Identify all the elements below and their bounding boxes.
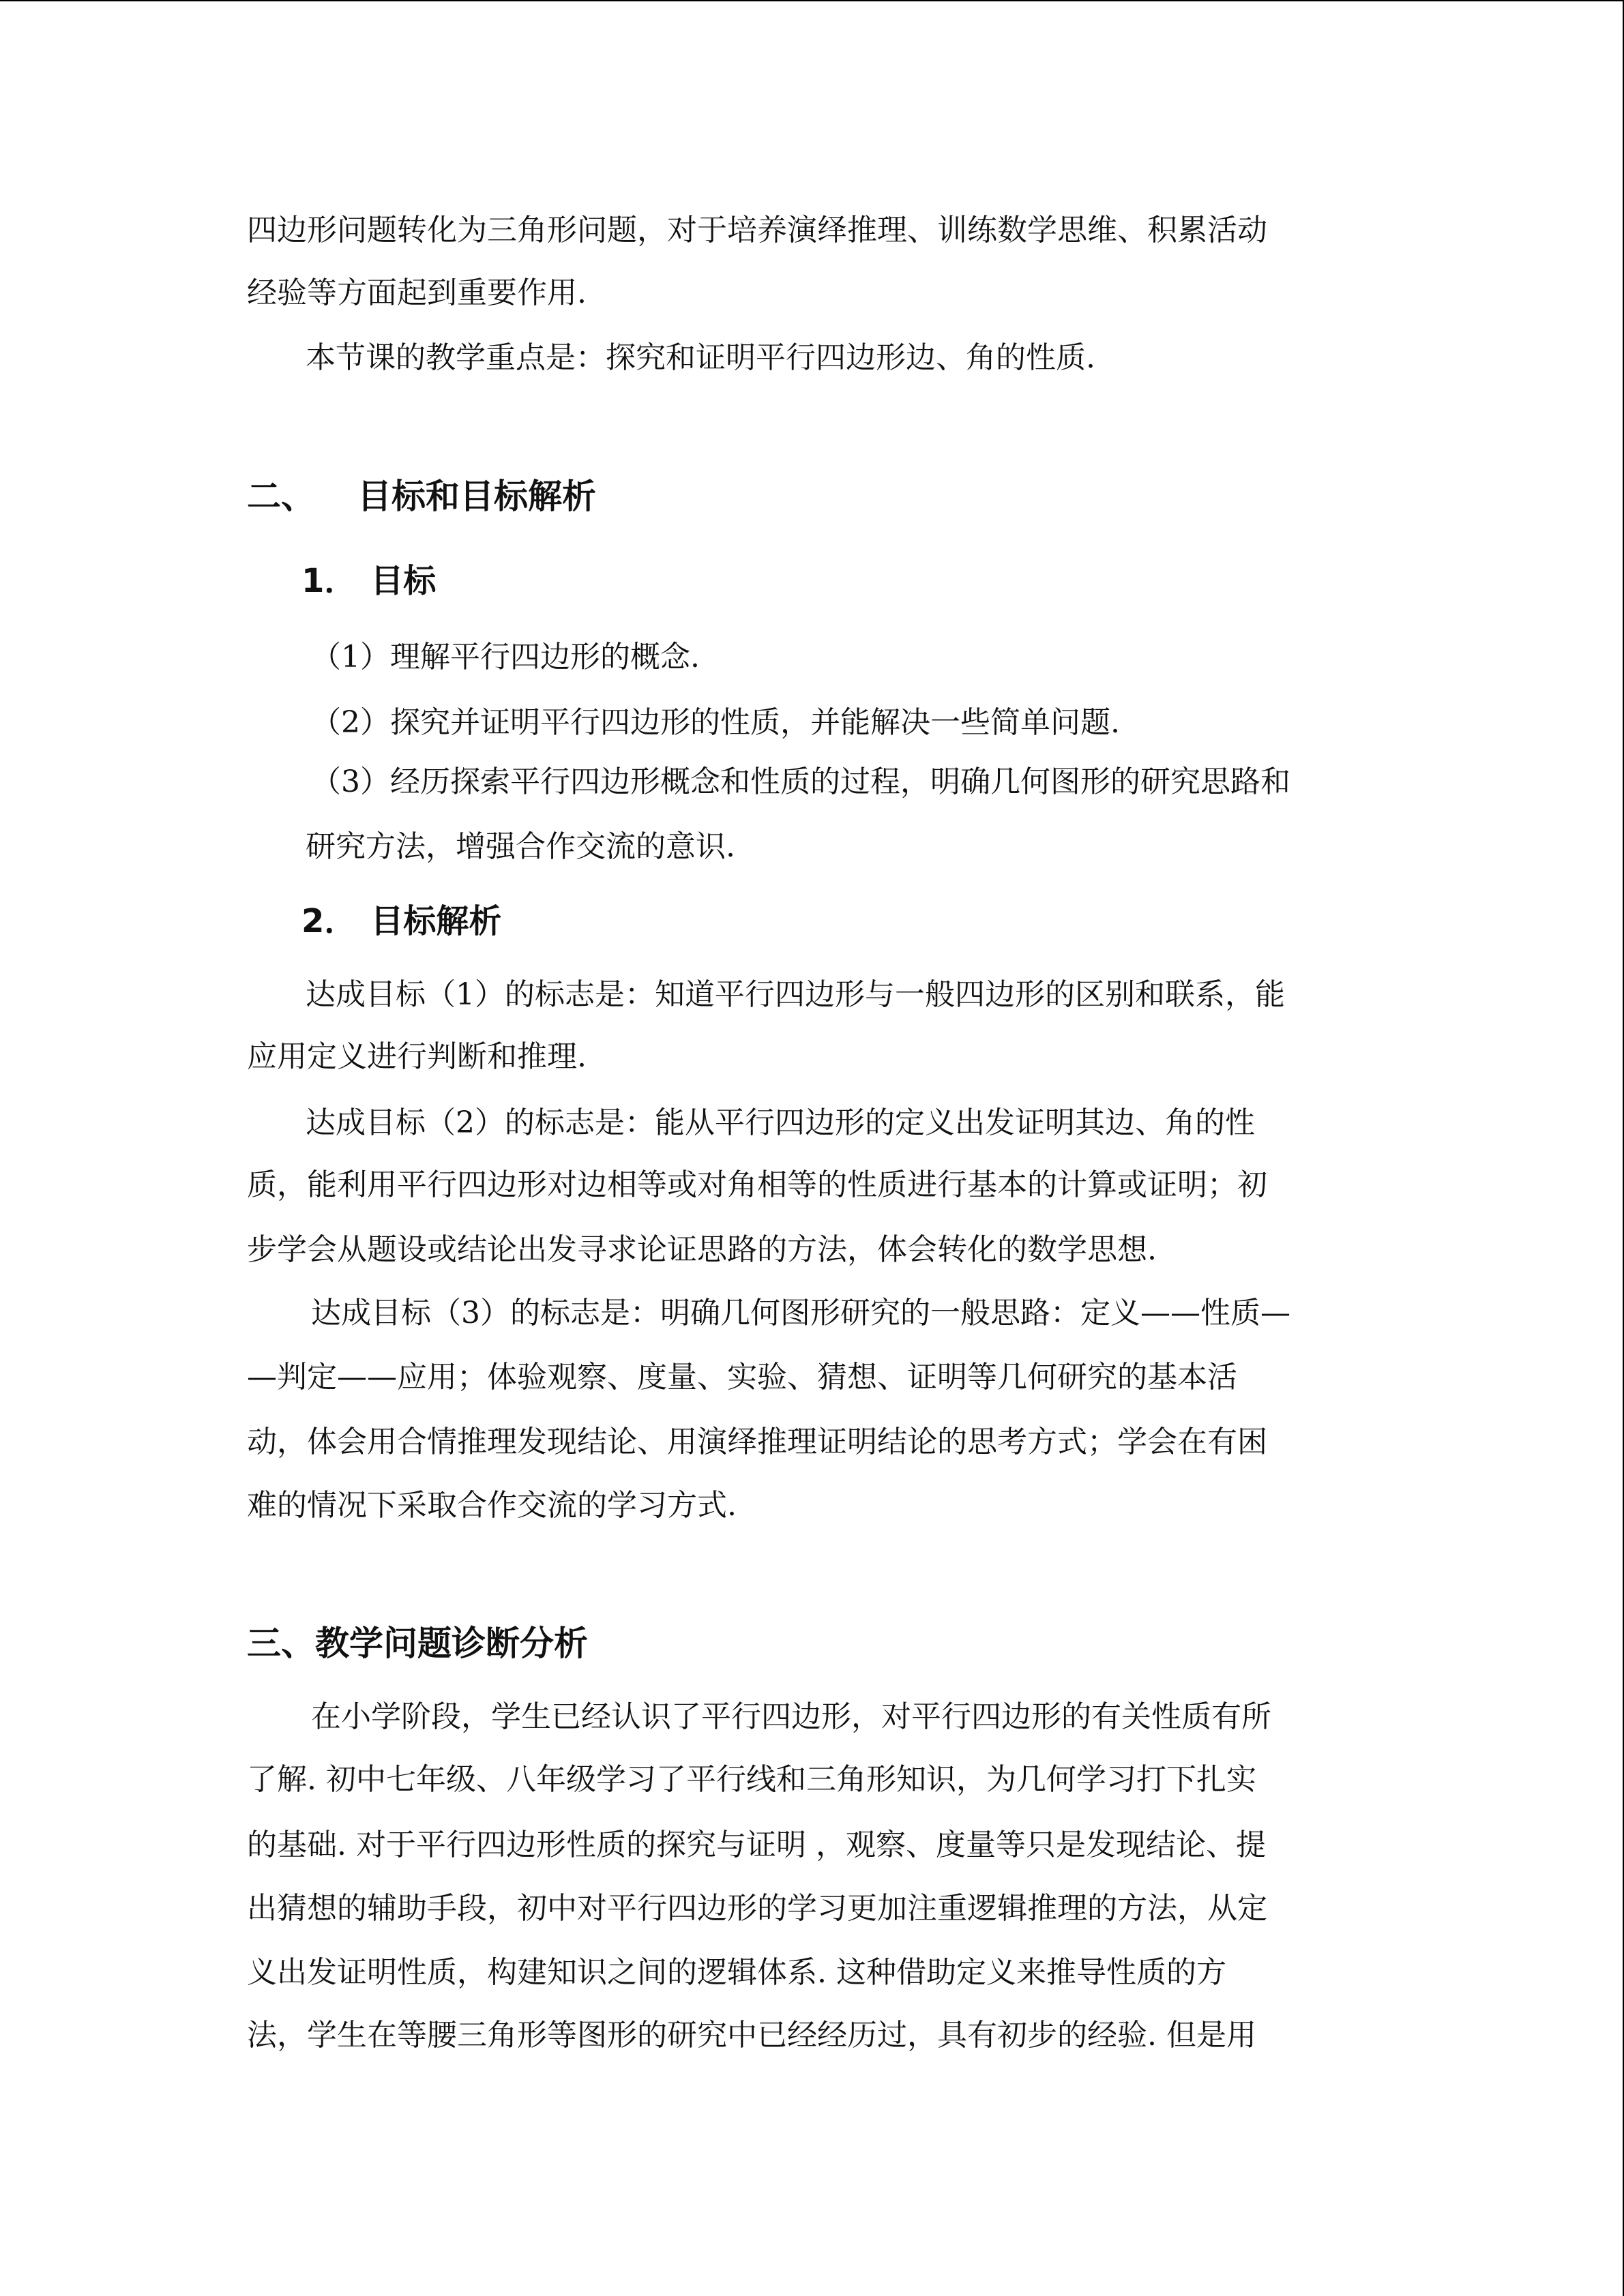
diagnosis-line: 的基础. 对于平行四边形性质的探究与证明 ，观察、度量等只是发现结论、提 [247, 1828, 1266, 1862]
goal-analysis-line: 动，体会用合情推理发现结论、用演绎推理证明结论的思考方式；学会在有困 [247, 1425, 1267, 1459]
diagnosis-line: 义出发证明性质，构建知识之间的逻辑体系. 这种借助定义来推导性质的方 [247, 1955, 1226, 1990]
teaching-focus-paragraph: 本节课的教学重点是：探究和证明平行四边形边、角的性质. [306, 340, 1095, 375]
goal-analysis-line: 难的情况下采取合作交流的学习方式. [247, 1488, 737, 1523]
objective-item: （1）理解平行四边形的概念. [311, 640, 700, 674]
diagnosis-line: 了解. 初中七年级、八年级学习了平行线和三角形知识，为几何学习打下扎实 [247, 1762, 1256, 1797]
goal-analysis-line: —判定——应用；体验观察、度量、实验、猜想、证明等几何研究的基本活 [247, 1360, 1237, 1395]
intro-paragraph-line: 经验等方面起到重要作用. [247, 275, 587, 310]
subsection-2-heading [301, 900, 501, 942]
objective-item: （3）经历探索平行四边形概念和性质的过程，明确几何图形的研究思路和 [311, 764, 1290, 799]
diagnosis-line: 在小学阶段，学生已经认识了平行四边形，对平行四边形的有关性质有所 [311, 1699, 1271, 1734]
diagnosis-line: 法，学生在等腰三角形等图形的研究中已经经历过，具有初步的经验. 但是用 [247, 2018, 1256, 2053]
objective-item: （2）探究并证明平行四边形的性质，并能解决一些简单问题. [311, 705, 1120, 740]
subsection-1-heading [301, 560, 436, 602]
section-2-title: 目标和目标解析 [357, 477, 596, 516]
goal-analysis-line: 达成目标（3）的标志是：明确几何图形研究的一般思路：定义——性质— [311, 1296, 1290, 1330]
intro-paragraph-line: 四边形问题转化为三角形问题，对于培养演绎推理、训练数学思维、积累活动 [247, 213, 1267, 248]
objective-item: 研究方法，增强合作交流的意识. [306, 829, 735, 864]
goal-analysis-line: 达成目标（1）的标志是：知道平行四边形与一般四边形的区别和联系，能 [306, 977, 1285, 1012]
section-2-number: 二、 [247, 477, 315, 516]
goal-analysis-line: 质，能利用平行四边形对边相等或对角相等的性质进行基本的计算或证明；初 [247, 1167, 1267, 1202]
diagnosis-line: 出猜想的辅助手段，初中对平行四边形的学习更加注重逻辑推理的方法，从定 [247, 1891, 1267, 1926]
section-3-heading [247, 1622, 588, 1665]
section-3-title: 教学问题诊断分析 [315, 1624, 588, 1663]
goal-analysis-line: 应用定义进行判断和推理. [247, 1039, 587, 1074]
section-2-heading [247, 475, 596, 518]
subsection-2-number: 2． [301, 902, 357, 940]
subsection-1-number: 1． [301, 562, 357, 600]
section-3-number: 三、 [247, 1624, 315, 1663]
subsection-2-title: 目标解析 [370, 902, 502, 940]
goal-analysis-line: 达成目标（2）的标志是：能从平行四边形的定义出发证明其边、角的性 [306, 1105, 1255, 1140]
goal-analysis-line: 步学会从题设或结论出发寻求论证思路的方法，体会转化的数学思想. [247, 1232, 1157, 1267]
subsection-1-title: 目标 [370, 562, 437, 600]
